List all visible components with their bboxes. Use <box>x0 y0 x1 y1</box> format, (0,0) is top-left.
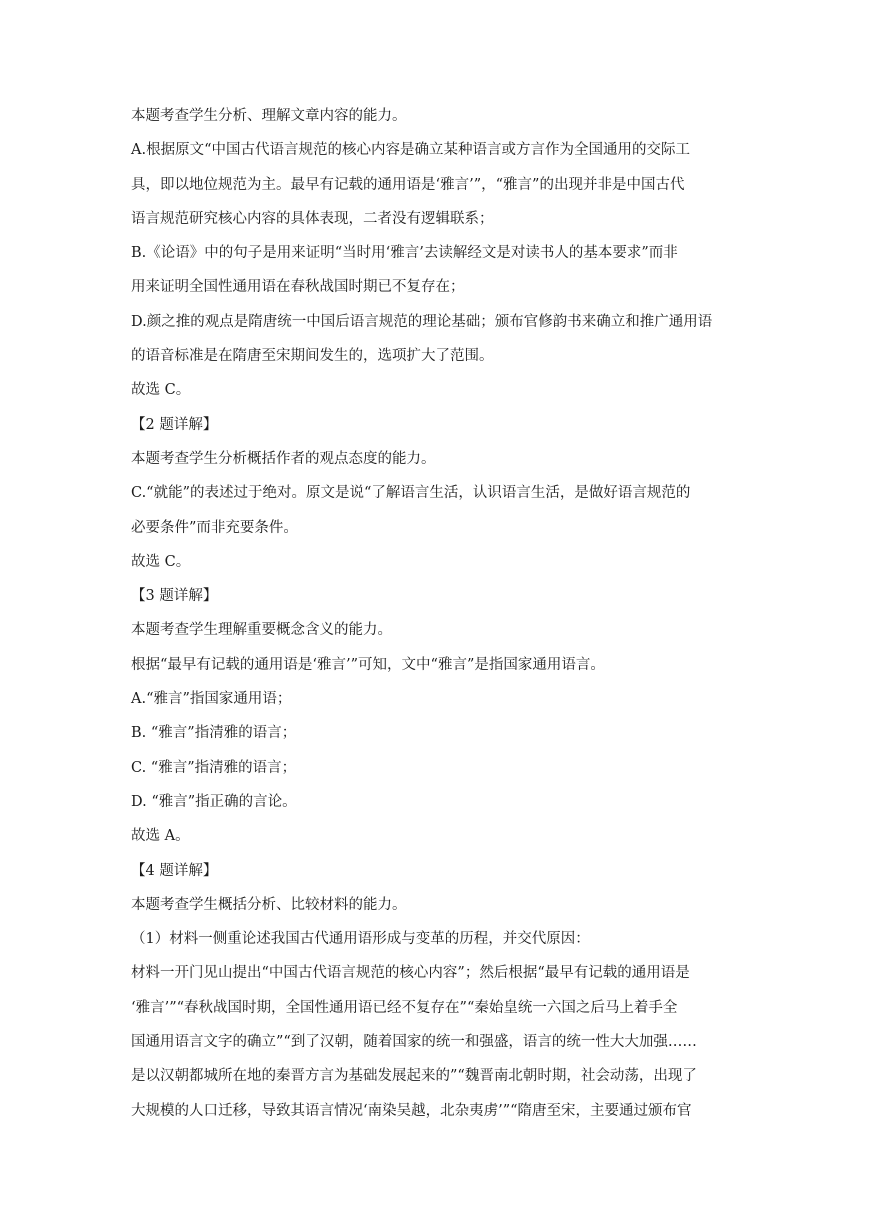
option-line: D. “雅言”指正确的言论。 <box>131 793 297 810</box>
text-line: 根据“最早有记载的通用语是‘雅言’”可知，文中“雅言”是指国家通用语言。 <box>131 656 605 673</box>
text-line: 本题考查学生理解重要概念含义的能力。 <box>131 622 392 639</box>
text-line: 语言规范研究核心内容的具体表现，二者没有逻辑联系； <box>131 210 494 227</box>
text-line: 故选 C。 <box>131 553 191 570</box>
text-line: B.《论语》中的句子是用来证明“当时用‘雅言’去读解经文是对读书人的基本要求”而非 <box>131 245 678 262</box>
text-line: 本题考查学生分析概括作者的观点态度的能力。 <box>131 450 436 467</box>
text-line: 故选 A。 <box>131 828 190 845</box>
text-line: 具，即以地位规范为主。最早有记载的通用语是‘雅言’”，“雅言”的出现并非是中国古代 <box>131 176 685 193</box>
text-line: D.颜之推的观点是隋唐统一中国后语言规范的理论基础；颁布官修韵书来确立和推广通用语 <box>131 313 713 330</box>
text-line: （1）材料一侧重论述我国古代通用语形成与变革的历程，并交代原因： <box>131 931 590 948</box>
text-line: 的语音标准是在隋唐至宋期间发生的，选项扩大了范围。 <box>131 348 494 365</box>
option-line: A.“雅言”指国家通用语； <box>131 691 292 708</box>
text-line: 本题考查学生概括分析、比较材料的能力。 <box>131 896 407 913</box>
text-line: C.“就能”的表述过于绝对。原文是说“了解语言生活，认识语言生活，是做好语言规范的 <box>131 485 691 502</box>
text-line: 故选 C。 <box>131 382 191 399</box>
section-heading-2: 【2 题详解】 <box>131 416 218 433</box>
text-line: A.根据原文“中国古代语言规范的核心内容是确立某种语言或方言作为全国通用的交际工 <box>131 142 690 159</box>
text-line: 用来证明全国性通用语在春秋战国时期已不复存在； <box>131 279 465 296</box>
text-line: ‘雅言’”“春秋战国时期，全国性通用语已经不复存在”“秦始皇统一六国之后马上着手全 <box>131 999 678 1016</box>
option-line: B. “雅言”指清雅的语言； <box>131 725 297 742</box>
text-line: 材料一开门见山提出“中国古代语言规范的核心内容”；然后根据“最早有记载的通用语是 <box>131 965 690 982</box>
option-line: C. “雅言”指清雅的语言； <box>131 759 297 776</box>
text-line: 必要条件”而非充要条件。 <box>131 519 298 536</box>
answer-explanation-text <box>131 108 741 1120</box>
text-line: 大规模的人口迁移，导致其语言情况‘南染吴越，北杂夷虏’”“隋唐至宋，主要通过颁布官 <box>131 1102 692 1119</box>
text-line: 本题考查学生分析、理解文章内容的能力。 <box>131 108 407 124</box>
section-heading-4: 【4 题详解】 <box>131 862 218 879</box>
text-line: 是以汉朝都城所在地的秦晋方言为基础发展起来的”“魏晋南北朝时期，社会动荡，出现了 <box>131 1068 697 1085</box>
section-heading-3: 【3 题详解】 <box>131 588 218 605</box>
text-line: 国通用语言文字的确立”“到了汉朝，随着国家的统一和强盛，语言的统一性大大加强…… <box>131 1034 697 1051</box>
